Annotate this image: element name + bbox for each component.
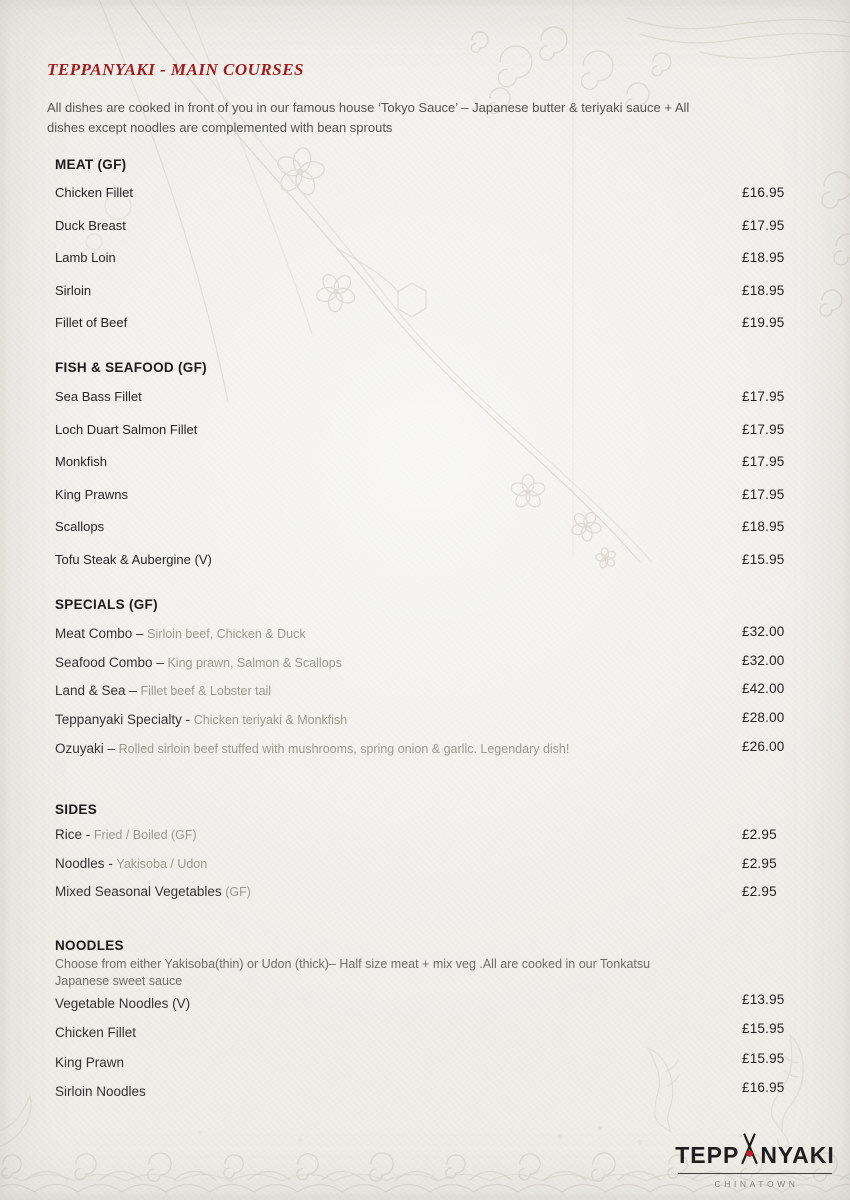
menu-item-row	[55, 856, 795, 885]
item-price: £15.95	[742, 551, 785, 567]
item-price: £17.95	[742, 389, 785, 404]
item-price: £32.00	[742, 652, 785, 668]
item-price: £17.95	[742, 217, 785, 233]
item-description: Yakisoba / Udon	[116, 856, 208, 871]
item-description: Fillet beef & Lobster tail	[140, 684, 272, 699]
logo-wordmark	[673, 1133, 837, 1172]
item-description: Fried / Boiled (GF)	[93, 828, 197, 842]
menu-item-row	[55, 1050, 795, 1084]
logo-text-pre: TEPP	[675, 1142, 740, 1168]
menu-item-row	[55, 519, 795, 552]
item-price: £17.95	[742, 421, 785, 437]
item-name: Fillet of Beef	[55, 315, 128, 330]
item-price: £16.95	[742, 1080, 785, 1096]
restaurant-logo	[673, 1133, 837, 1189]
item-name: Scallops	[55, 519, 105, 534]
item-name: Ozuyaki –	[55, 740, 116, 756]
item-name: Sirloin	[55, 282, 92, 298]
menu-item-row	[55, 185, 795, 218]
item-name: King Prawns	[55, 486, 128, 502]
page-title: TEPPANYAKI - MAIN COURSES	[47, 60, 304, 79]
item-price: £26.00	[742, 738, 785, 754]
menu-item-row	[55, 884, 795, 913]
chopsticks-a-icon	[740, 1133, 759, 1164]
item-name: Rice -	[55, 827, 91, 842]
item-description: Sirloin beef, Chicken & Duck	[147, 627, 306, 641]
menu-section	[55, 597, 795, 769]
menu-item-row	[55, 1080, 795, 1113]
intro-text: All dishes are cooked in front of you in our famous house ‘Tokyo Sauce’ – Japanese butter & teriyaki sauce + All dishes except noodles are complemented with bean sprouts	[47, 100, 690, 135]
menu-item-row	[55, 626, 795, 655]
item-price: £16.95	[742, 185, 785, 200]
item-price: £2.95	[742, 884, 777, 900]
item-name: Meat Combo –	[55, 626, 144, 641]
section-rows	[55, 992, 795, 1114]
item-name: Lamb Loin	[55, 250, 116, 265]
item-description: Chicken teriyaki & Monkfish	[193, 713, 348, 728]
menu-item-row	[55, 738, 795, 770]
item-name: Noodles -	[55, 855, 113, 871]
item-price: £28.00	[742, 710, 785, 726]
item-name: Mixed Seasonal Vegetables	[55, 884, 222, 900]
menu-item-row	[55, 1021, 795, 1054]
menu-section	[55, 802, 795, 913]
section-header: NOODLES	[55, 938, 124, 953]
menu-item-row	[55, 652, 795, 684]
item-name: Monkfish	[55, 454, 108, 469]
item-price: £32.00	[742, 624, 785, 639]
logo-subtitle: CHINATOWN	[714, 1179, 799, 1189]
logo-text-post: NYAKI	[760, 1142, 835, 1168]
item-name: Sirloin Noodles	[55, 1084, 146, 1100]
item-price: £17.95	[742, 486, 785, 502]
item-price: £17.95	[742, 454, 785, 469]
item-price: £18.95	[742, 250, 785, 265]
item-name: Tofu Steak & Aubergine (V)	[55, 551, 212, 567]
item-name: Loch Duart Salmon Fillet	[55, 421, 198, 437]
section-rows	[55, 626, 795, 769]
menu-item-row	[55, 315, 795, 348]
item-price: £18.95	[742, 282, 785, 298]
item-name: Land & Sea –	[55, 683, 137, 699]
section-note: Choose from either Yakisoba(thin) or Udon (thick)– Half size meat + mix veg .All are cooked in our Tonkatsu Japanese sweet sauce	[55, 957, 651, 988]
menu-item-row	[55, 283, 795, 316]
menu-item-row	[55, 422, 795, 455]
item-name: Chicken Fillet	[55, 1025, 137, 1041]
menu-item-row	[55, 487, 795, 520]
menu-section	[55, 360, 795, 584]
menu-item-row	[55, 552, 795, 585]
menu-section	[55, 157, 795, 348]
menu-item-row	[55, 827, 795, 856]
item-name: Teppanyaki Specialty -	[55, 712, 191, 728]
menu-item-row	[55, 454, 795, 487]
item-price: £19.95	[742, 315, 785, 330]
item-description: King prawn, Salmon & Scallops	[167, 655, 342, 670]
item-price: £15.95	[742, 1021, 785, 1037]
item-name: Vegetable Noodles (V)	[55, 996, 191, 1011]
section-rows	[55, 185, 795, 348]
item-price: £42.00	[742, 681, 785, 697]
item-description: (GF)	[225, 885, 251, 900]
logo-divider	[678, 1173, 832, 1174]
menu-item-row	[55, 992, 795, 1025]
menu-item-row	[55, 218, 795, 251]
section-header: FISH & SEAFOOD (GF)	[55, 360, 207, 375]
item-description: Rolled sirloin beef stuffed with mushrooms, spring onion & garlic. Legendary dish!	[118, 741, 570, 756]
section-rows	[55, 389, 795, 584]
menu-item-row	[55, 389, 795, 422]
section-header: SPECIALS (GF)	[55, 597, 158, 612]
section-header: SIDES	[55, 802, 98, 817]
section-header: MEAT (GF)	[55, 157, 127, 172]
item-name: Seafood Combo –	[55, 654, 164, 670]
item-name: Duck Breast	[55, 217, 126, 233]
logo-red-dot	[747, 1150, 754, 1157]
menu-item-row	[55, 712, 795, 741]
section-rows	[55, 827, 795, 913]
item-name: King Prawn	[55, 1054, 125, 1070]
menu-item-row	[55, 250, 795, 283]
item-name: Sea Bass Fillet	[55, 389, 142, 404]
item-price: £13.95	[742, 992, 785, 1007]
item-price: £18.95	[742, 519, 785, 534]
item-price: £2.95	[742, 827, 777, 842]
item-price: £2.95	[742, 855, 777, 871]
menu-section	[55, 938, 795, 1114]
item-price: £15.95	[742, 1050, 785, 1066]
menu-item-row	[55, 683, 795, 712]
item-name: Chicken Fillet	[55, 185, 134, 200]
